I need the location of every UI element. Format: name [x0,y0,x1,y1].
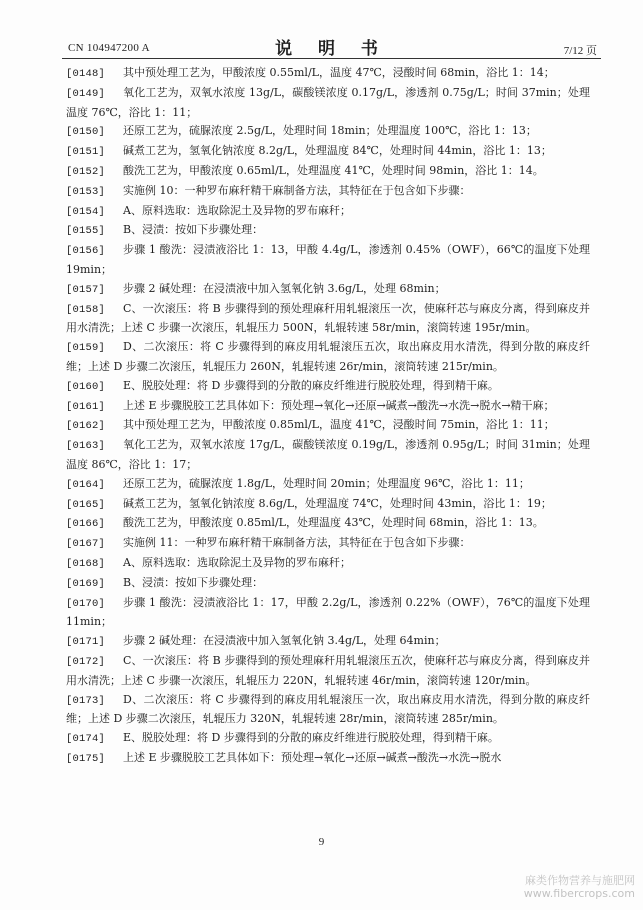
paragraph [66,84,590,123]
paragraph-text: D、二次滚压：将 C 步骤得到的麻皮用轧辊滚压五次，取出麻皮用水清洗，得到分散的麻皮纤维；上述 D 步骤二次滚压，轧辊压力 260N，轧辊转速 26r/min，滚筒转速 215r/min。 [66,340,590,373]
paragraph [66,475,590,495]
paragraph-text: 步骤 1 酸洗：浸渍液浴比 1：13，甲酸 4.4g/L，渗透剂 0.45%（OWF），66℃的温度下处理 19min； [66,243,590,276]
paragraph-text: B、浸渍：按如下步骤处理： [123,575,264,589]
paragraph-number: [0174] [66,733,106,746]
paragraph-number: [0163] [66,440,106,453]
paragraph-number: [0148] [66,68,106,80]
paragraph-text: 其中预处理工艺为，甲酸浓度 0.55ml/L，温度 47℃，浸酸时间 68min，浴比 1：14； [123,66,555,79]
paragraph-number: [0155] [66,225,106,238]
paragraph-number: [0154] [66,205,106,218]
paragraph-number: [0158] [66,303,106,316]
paragraph [66,377,590,397]
paragraph-text: E、脱胶处理：将 D 步骤得到的分散的麻皮纤维进行脱胶处理，得到精干麻。 [123,378,499,392]
paragraph [66,729,590,749]
doc-number: CN 104947200 A [68,42,150,54]
paragraph-number: [0165] [66,498,106,511]
paragraph-number: [0173] [66,694,106,707]
paragraph-text: E、脱胶处理：将 D 步骤得到的分散的麻皮纤维进行脱胶处理，得到精干麻。 [123,731,499,745]
paragraph [66,182,590,202]
page-header [62,30,601,59]
page-title: 说 明 书 [275,39,388,59]
paragraph-text: C、一次滚压：将 B 步骤得到的预处理麻秆用轧辊滚压一次，使麻秆芯与麻皮分离，得到麻皮并用水清洗；上述 C 步骤一次滚压，轧辊压力 500N，轧辊转速 58r/min，滚筒转速 195r/min。 [66,301,590,335]
paragraph-text: A、原料选取：选取除泥土及异物的罗布麻秆； [123,203,351,217]
paragraph-text: 上述 E 步骤脱胶工艺具体如下：预处理→氧化→还原→碱煮→酸洗→水洗→脱水 [123,750,502,764]
paragraph [66,300,590,339]
paragraph-number: [0162] [66,420,106,433]
paragraph [66,64,590,84]
paragraph-text: 酸洗工艺为，甲酸浓度 0.85ml/L，处理温度 43℃，处理时间 68min，浴比 1：13。 [123,516,544,530]
page-number: 9 [318,836,325,848]
paragraph [66,416,590,436]
paragraph-number: [0166] [66,518,106,531]
paragraph [66,574,590,594]
paragraph [66,495,590,515]
paragraph-text: 碱煮工艺为，氢氧化钠浓度 8.6g/L，处理温度 74℃，处理时间 43min，浴比 1：19； [123,496,552,510]
paragraph-number: [0153] [66,185,106,198]
paragraph [66,221,590,241]
paragraph-text: 氧化工艺为，双氧水浓度 17g/L，碳酸镁浓度 0.19g/L，渗透剂 0.95g/L；时间 31min；处理温度 86℃，浴比 1：17； [66,438,590,471]
paragraph-number: [0150] [66,126,106,139]
paragraph [66,691,590,730]
paragraph [66,514,590,534]
paragraph-text: 实施例 10：一种罗布麻秆精干麻制备方法，其特征在于包含如下步骤： [123,183,471,197]
paragraph-text: 步骤 1 酸洗：浸渍液浴比 1：17，甲酸 2.2g/L，渗透剂 0.22%（OWF），76℃的温度下处理 11min； [66,595,590,629]
paragraph-text: 酸洗工艺为，甲酸浓度 0.65ml/L，处理温度 41℃，处理时间 98min，浴比 1：14。 [123,163,544,177]
paragraph-text: 上述 E 步骤脱胶工艺具体如下：预处理→氧化→还原→碱煮→酸洗→水洗→脱水→精干麻； [123,398,555,412]
paragraph-number: [0161] [66,400,106,413]
paragraph [66,594,590,633]
paragraph-text: C、一次滚压：将 B 步骤得到的预处理麻秆用轧辊滚压五次，使麻秆芯与麻皮分离，得到麻皮并用水清洗；上述 C 步骤一次滚压，轧辊压力 220N，轧辊转速 46r/min，滚筒转速 120r/min。 [66,653,590,687]
paragraph [66,241,590,280]
paragraph-text: 步骤 2 碱处理：在浸渍液中加入氢氧化钠 3.4g/L，处理 64min； [123,634,446,648]
paragraph [66,202,590,222]
paragraph-text: A、原料选取：选取除泥土及异物的罗布麻秆； [123,555,351,569]
paragraph-number: [0159] [66,342,106,355]
paragraph-number: [0149] [66,87,106,100]
paragraph-number: [0167] [66,538,106,551]
paragraph-text: 其中预处理工艺为，甲酸浓度 0.85ml/L，温度 41℃，浸酸时间 75min，浴比 1：11； [123,418,555,432]
paragraph [66,632,590,652]
watermark-title: 麻类作物营养与施肥网 [525,874,635,887]
paragraph [66,280,590,300]
paragraph-number: [0168] [66,557,106,570]
paragraph-number: [0156] [66,245,106,258]
paragraph [66,162,590,182]
paragraph-number: [0164] [66,478,106,491]
paragraph-text: 步骤 2 碱处理：在浸渍液中加入氢氧化钠 3.6g/L，处理 68min； [123,281,446,295]
paragraph-number: [0171] [66,636,106,649]
paragraph [66,534,590,554]
paragraph [66,652,590,691]
paragraph-number: [0151] [66,146,106,159]
paragraph [66,142,590,162]
paragraph-text: D、二次滚压：将 C 步骤得到的麻皮用轧辊滚压一次，取出麻皮用水清洗，得到分散的麻皮纤维；上述 D 步骤二次滚压，轧辊压力 320N，轧辊转速 28r/min，滚筒转速 285r/min。 [66,692,590,726]
paragraph-text: B、浸渍：按如下步骤处理： [123,223,264,237]
paragraph-number: [0170] [66,597,106,610]
paragraph [66,554,590,574]
paragraph-text: 实施例 11：一种罗布麻秆精干麻制备方法，其特征在于包含如下步骤： [123,536,471,550]
paragraph-number: [0175] [66,752,106,765]
paragraph-number: [0160] [66,380,106,393]
paragraph-text: 还原工艺为，硫脲浓度 1.8g/L，处理时间 20min；处理温度 96℃，浴比 1：11； [123,476,530,490]
paragraph-text: 碱煮工艺为，氢氧化钠浓度 8.2g/L，处理温度 84℃，处理时间 44min，浴比 1：13； [123,144,552,158]
document-body [66,64,590,769]
paragraph [66,122,590,142]
watermark [524,874,635,900]
paragraph-number: [0152] [66,165,106,178]
paragraph-number: [0157] [66,283,106,296]
paragraph-text: 氧化工艺为，双氧水浓度 13g/L，碳酸镁浓度 0.17g/L，渗透剂 0.75g/L；时间 37min；处理温度 76℃，浴比 1：11； [66,85,590,119]
paragraph [66,436,590,475]
paragraph [66,397,590,417]
paragraph [66,338,590,377]
paragraph-number: [0172] [66,655,106,668]
watermark-url: www.fibercrops.com [523,887,635,900]
page-label: 7/12 页 [563,45,597,57]
paragraph-number: [0169] [66,577,106,590]
paragraph-text: 还原工艺为，硫脲浓度 2.5g/L，处理时间 18min；处理温度 100℃，浴比 1：13； [123,124,537,138]
paragraph [66,749,590,769]
